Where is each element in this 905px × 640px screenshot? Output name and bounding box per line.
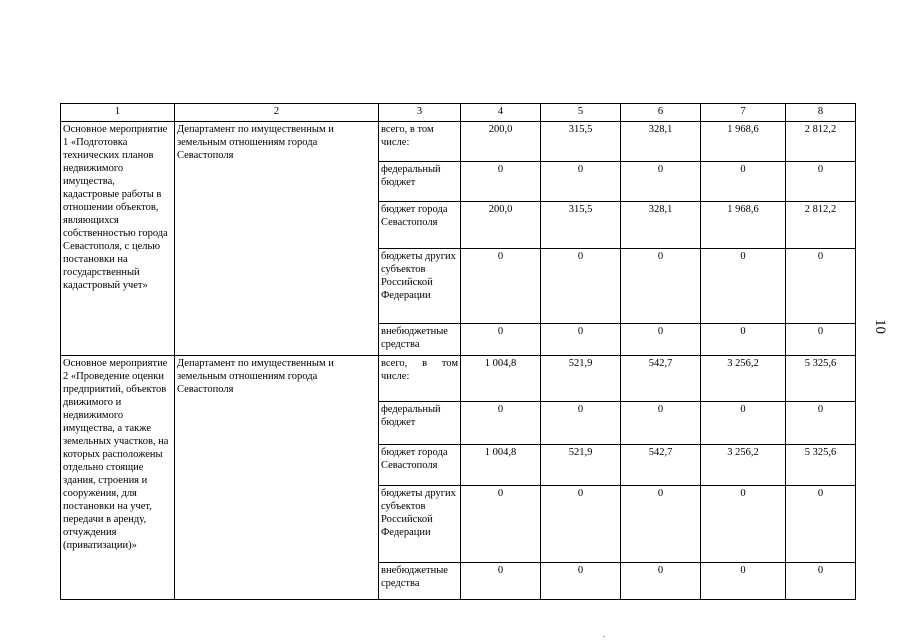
value-cell: 2 812,2 [786,202,856,249]
value-cell: 2 812,2 [786,122,856,162]
funding-source-cell: федеральный бюджет [379,402,461,445]
column-header: 4 [461,104,541,122]
value-cell: 328,1 [621,122,701,162]
column-header: 1 [61,104,175,122]
table-row [61,122,856,162]
value-cell: 542,7 [621,445,701,486]
value-cell: 3 256,2 [701,356,786,402]
department-cell: Департамент по имущественным и земельным отношениям города Севастополя [175,122,379,356]
value-cell: 5 325,6 [786,356,856,402]
value-cell: 5 325,6 [786,445,856,486]
funding-source-cell: бюджеты других субъектов Российской Федерации [379,249,461,324]
value-cell: 0 [786,563,856,600]
value-cell: 0 [461,402,541,445]
value-cell: 0 [786,249,856,324]
value-cell: 0 [541,162,621,202]
funding-source-cell: федеральный бюджет [379,162,461,202]
funding-source-cell: всего, в том числе: [379,356,461,402]
budget-table [60,103,856,600]
column-header: 5 [541,104,621,122]
value-cell: 0 [461,162,541,202]
table-header-row [61,104,856,122]
value-cell: 0 [461,324,541,356]
column-header: 7 [701,104,786,122]
measure-cell: Основное мероприятие 2 «Проведение оценки предприятий, объектов движимого и недвижимого имущества, а также земельных участков, на которых расположены отдельно стоящие здания, строения и сооружения, для постановки на учет, передачи в аренду, отчуждения (приватизации)» [61,356,175,600]
value-cell: 1 004,8 [461,356,541,402]
department-cell: Департамент по имущественным и земельным отношениям города Севастополя [175,356,379,600]
value-cell: 0 [701,162,786,202]
value-cell: 0 [541,563,621,600]
value-cell: 0 [621,486,701,563]
funding-source-cell: внебюджетные средства [379,563,461,600]
value-cell: 3 256,2 [701,445,786,486]
value-cell: 0 [701,486,786,563]
value-cell: 0 [621,324,701,356]
scan-speck [603,636,605,637]
value-cell: 0 [786,486,856,563]
value-cell: 1 004,8 [461,445,541,486]
value-cell: 1 968,6 [701,122,786,162]
value-cell: 0 [461,486,541,563]
value-cell: 0 [541,486,621,563]
funding-source-cell: бюджет города Севастополя [379,202,461,249]
funding-source-cell: бюджет города Севастополя [379,445,461,486]
value-cell: 0 [621,402,701,445]
column-header: 6 [621,104,701,122]
value-cell: 0 [786,162,856,202]
page-number: 10 [872,319,888,334]
value-cell: 0 [541,249,621,324]
value-cell: 0 [701,249,786,324]
value-cell: 542,7 [621,356,701,402]
value-cell: 0 [461,563,541,600]
value-cell: 521,9 [541,356,621,402]
value-cell: 0 [541,402,621,445]
measure-cell: Основное мероприятие 1 «Подготовка технических планов недвижимого имущества, кадастровые работы в отношении объектов, являющихся собственностью города Севастополя, с целью постановки на государственный кадастровый учет» [61,122,175,356]
value-cell: 0 [786,402,856,445]
value-cell: 200,0 [461,202,541,249]
value-cell: 0 [701,402,786,445]
value-cell: 0 [621,563,701,600]
value-cell: 315,5 [541,202,621,249]
column-header: 8 [786,104,856,122]
funding-source-cell: всего, в том числе: [379,122,461,162]
column-header: 3 [379,104,461,122]
column-header: 2 [175,104,379,122]
value-cell: 0 [461,249,541,324]
value-cell: 0 [786,324,856,356]
value-cell: 200,0 [461,122,541,162]
value-cell: 1 968,6 [701,202,786,249]
value-cell: 0 [621,162,701,202]
value-cell: 0 [701,324,786,356]
value-cell: 0 [701,563,786,600]
funding-source-cell: бюджеты других субъектов Российской Федерации [379,486,461,563]
value-cell: 315,5 [541,122,621,162]
funding-source-cell: внебюджетные средства [379,324,461,356]
value-cell: 521,9 [541,445,621,486]
value-cell: 0 [621,249,701,324]
table-row [61,356,856,402]
value-cell: 0 [541,324,621,356]
value-cell: 328,1 [621,202,701,249]
